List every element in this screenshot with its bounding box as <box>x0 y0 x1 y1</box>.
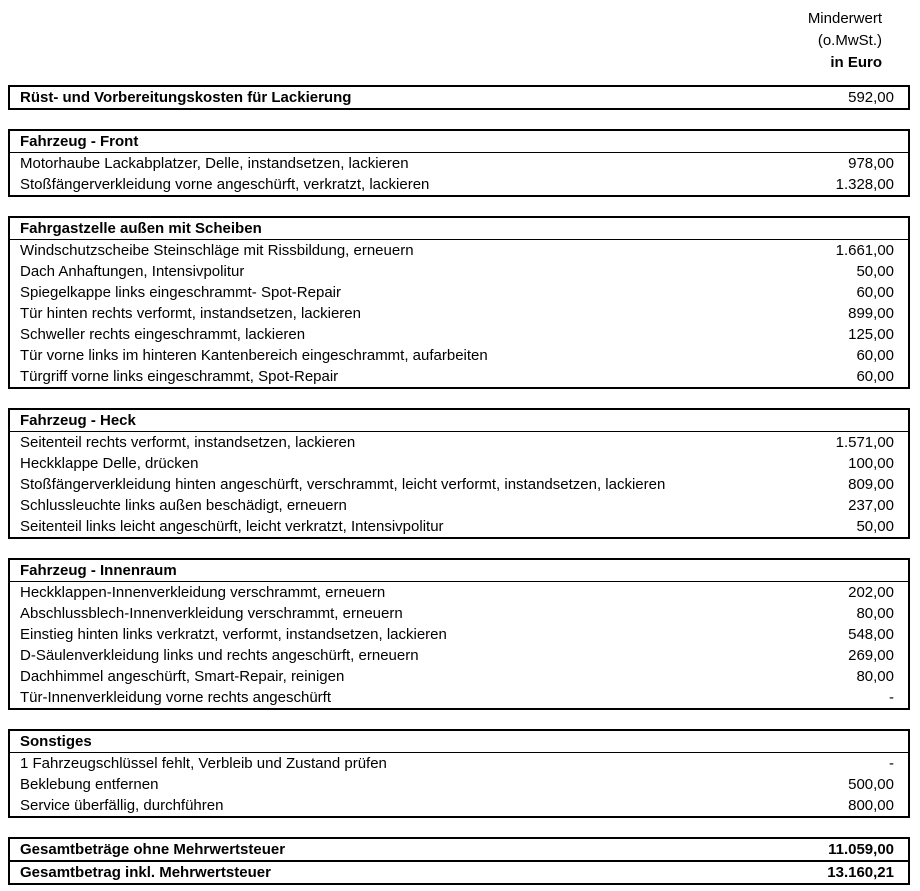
row-value: 13.160,21 <box>827 864 894 881</box>
section-items <box>10 153 908 195</box>
section-items <box>10 240 908 387</box>
row-label: Tür hinten rechts verformt, instandsetzen, lackieren <box>20 305 361 322</box>
row-value: 100,00 <box>848 455 894 472</box>
column-header-line3: in Euro <box>830 54 882 71</box>
section-header-row <box>10 218 908 240</box>
row-label: Tür-Innenverkleidung vorne rechts angeschürft <box>20 689 332 706</box>
table-row <box>10 624 908 645</box>
table-row <box>10 603 908 624</box>
row-value: 50,00 <box>856 263 894 280</box>
section-title: Fahrgastzelle außen mit Scheiben <box>20 220 262 237</box>
section-title: Sonstiges <box>20 733 92 750</box>
row-label: Spiegelkappe links eingeschrammt- Spot-Repair <box>20 284 341 301</box>
section-items <box>10 432 908 537</box>
row-value: 237,00 <box>848 497 894 514</box>
totals-row-1 <box>10 839 908 860</box>
row-label: Abschlussblech-Innenverkleidung verschrammt, erneuern <box>20 605 403 622</box>
section-title: Fahrzeug - Innenraum <box>20 562 177 579</box>
table-row <box>10 282 908 303</box>
row-label: Stoßfängerverkleidung vorne angeschürft, verkratzt, lackieren <box>20 176 430 193</box>
row-value: 11.059,00 <box>828 841 894 858</box>
row-label: D-Säulenverkleidung links und rechts angeschürft, erneuern <box>20 647 419 664</box>
section-items <box>10 582 908 708</box>
row-value: 80,00 <box>856 668 894 685</box>
row-label: Service überfällig, durchführen <box>20 797 224 814</box>
section-header-row <box>10 410 908 432</box>
section-1 <box>8 85 910 110</box>
table-row <box>10 345 908 366</box>
table-row <box>10 753 908 774</box>
section-title-value: 592,00 <box>848 89 894 106</box>
row-value: 125,00 <box>848 326 894 343</box>
row-value: 60,00 <box>856 284 894 301</box>
row-value: 548,00 <box>848 626 894 643</box>
sections-container <box>8 85 910 818</box>
row-label: Schlussleuchte links außen beschädigt, erneuern <box>20 497 347 514</box>
totals-row-2 <box>10 860 908 883</box>
table-row <box>10 474 908 495</box>
row-value: 899,00 <box>848 305 894 322</box>
row-label: Gesamtbetrag inkl. Mehrwertsteuer <box>20 864 271 881</box>
table-row <box>10 432 908 453</box>
table-row <box>10 453 908 474</box>
table-row <box>10 240 908 261</box>
section-header-row <box>10 87 908 108</box>
column-header-line1: Minderwert <box>807 10 882 27</box>
section-6 <box>8 729 910 818</box>
row-label: Schweller rechts eingeschrammt, lackieren <box>20 326 306 343</box>
row-label: Heckklappen-Innenverkleidung verschrammt, erneuern <box>20 584 386 601</box>
value-column-header <box>8 8 910 74</box>
row-value: 60,00 <box>856 347 894 364</box>
row-label: Gesamtbeträge ohne Mehrwertsteuer <box>20 841 286 858</box>
row-label: Dachhimmel angeschürft, Smart-Repair, reinigen <box>20 668 345 685</box>
section-items <box>10 753 908 816</box>
row-value: 809,00 <box>848 476 894 493</box>
row-label: Seitenteil rechts verformt, instandsetzen, lackieren <box>20 434 356 451</box>
row-value: 1.571,00 <box>835 434 894 451</box>
row-label: Türgriff vorne links eingeschrammt, Spot-Repair <box>20 368 339 385</box>
table-row <box>10 795 908 816</box>
section-5 <box>8 558 910 710</box>
section-title: Fahrzeug - Front <box>20 133 139 150</box>
table-row <box>10 516 908 537</box>
section-header-row <box>10 131 908 153</box>
row-value: 60,00 <box>856 368 894 385</box>
row-value: 1.661,00 <box>835 242 894 259</box>
table-row <box>10 303 908 324</box>
totals-table <box>8 837 910 885</box>
section-header-row <box>10 731 908 753</box>
table-row <box>10 324 908 345</box>
section-3 <box>8 216 910 389</box>
table-row <box>10 645 908 666</box>
column-header-line2: (o.MwSt.) <box>817 32 882 49</box>
table-row <box>10 174 908 195</box>
row-label: Tür vorne links im hinteren Kantenbereich eingeschrammt, aufarbeiten <box>20 347 488 364</box>
table-row <box>10 774 908 795</box>
row-value: - <box>889 755 894 772</box>
table-row <box>10 153 908 174</box>
section-title: Fahrzeug - Heck <box>20 412 136 429</box>
section-4 <box>8 408 910 539</box>
row-value: 500,00 <box>848 776 894 793</box>
row-value: 978,00 <box>848 155 894 172</box>
row-value: 50,00 <box>856 518 894 535</box>
row-label: Dach Anhaftungen, Intensivpolitur <box>20 263 245 280</box>
row-label: Heckklappe Delle, drücken <box>20 455 199 472</box>
table-row <box>10 687 908 708</box>
row-value: 800,00 <box>848 797 894 814</box>
row-label: 1 Fahrzeugschlüssel fehlt, Verbleib und Zustand prüfen <box>20 755 387 772</box>
table-row <box>10 666 908 687</box>
row-label: Stoßfängerverkleidung hinten angeschürft, verschrammt, leicht verformt, instandsetzen, lackieren <box>20 476 666 493</box>
row-label: Einstieg hinten links verkratzt, verformt, instandsetzen, lackieren <box>20 626 447 643</box>
row-value: - <box>889 689 894 706</box>
section-header-row <box>10 560 908 582</box>
row-label: Seitenteil links leicht angeschürft, leicht verkratzt, Intensivpolitur <box>20 518 444 535</box>
table-row <box>10 261 908 282</box>
row-value: 269,00 <box>848 647 894 664</box>
table-row <box>10 366 908 387</box>
row-value: 202,00 <box>848 584 894 601</box>
table-row <box>10 582 908 603</box>
row-label: Beklebung entfernen <box>20 776 159 793</box>
section-2 <box>8 129 910 197</box>
table-row <box>10 495 908 516</box>
row-label: Motorhaube Lackabplatzer, Delle, instandsetzen, lackieren <box>20 155 409 172</box>
row-label: Windschutzscheibe Steinschläge mit Rissbildung, erneuern <box>20 242 414 259</box>
row-value: 1.328,00 <box>835 176 894 193</box>
section-title: Rüst- und Vorbereitungskosten für Lackierung <box>20 89 352 106</box>
row-value: 80,00 <box>856 605 894 622</box>
